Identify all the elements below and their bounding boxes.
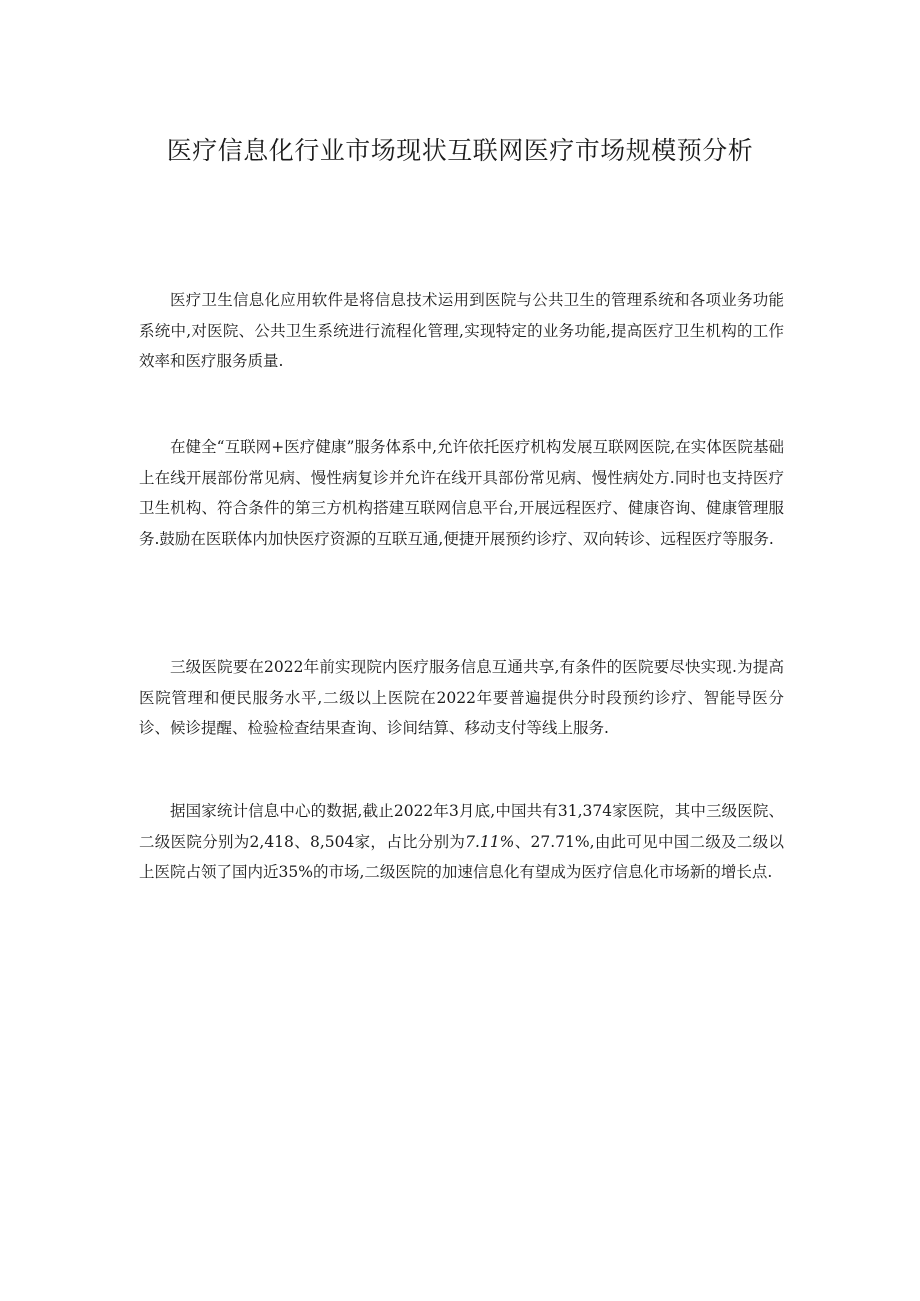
paragraph-4-text-a: 据国家统计信息中心的数据,截止2022年3月底,中国共有31,374家医院，其中三级医院、二级医院分别为2,418、8,504家，占比分别为 [139,802,784,851]
paragraph-4-text-b: 、27.71%,由此可见中国二级及二级以上医院占领了国内近35%的市场,二级医院的加速信息化有望成为医疗信息化市场新的增长点. [139,832,785,881]
paragraph-3: 三级医院要在2022年前实现院内医疗服务信息互通共享,有条件的医院要尽快实现.为提高医院管理和便民服务水平,二级以上医院在2022年要普遍提供分时段预约诊疗、智能导医分诊、候诊提醒、检验检查结果查询、诊间结算、移动支付等线上服务. [139,658,784,737]
document-title: 医疗信息化行业市场现状互联网医疗市场规模预分析 [166,136,754,165]
paragraph-4 [139,796,784,888]
paragraph-1: 医疗卫生信息化应用软件是将信息技术运用到医院与公共卫生的管理系统和各项业务功能系统中,对医院、公共卫生系统进行流程化管理,实现特定的业务功能,提高医疗卫生机构的工作效率和医疗服务质量. [139,291,784,370]
paragraph-2: 在健全“互联网+医疗健康”服务体系中,允许依托医疗机构发展互联网医院,在实体医院基础上在线开展部份常见病、慢性病复诊并允许在线开具部份常见病、慢性病处方.同时也支持医疗卫生机构、符合条件的第三方机构搭建互联网信息平台,开展远程医疗、健康咨询、健康管理服务.鼓励在医联体内加快医疗资源的互联互通,便捷开展预约诊疗、双向转诊、远程医疗等服务. [139,438,784,548]
paragraph-4-tertiary-share: 7.11% [465,832,515,851]
